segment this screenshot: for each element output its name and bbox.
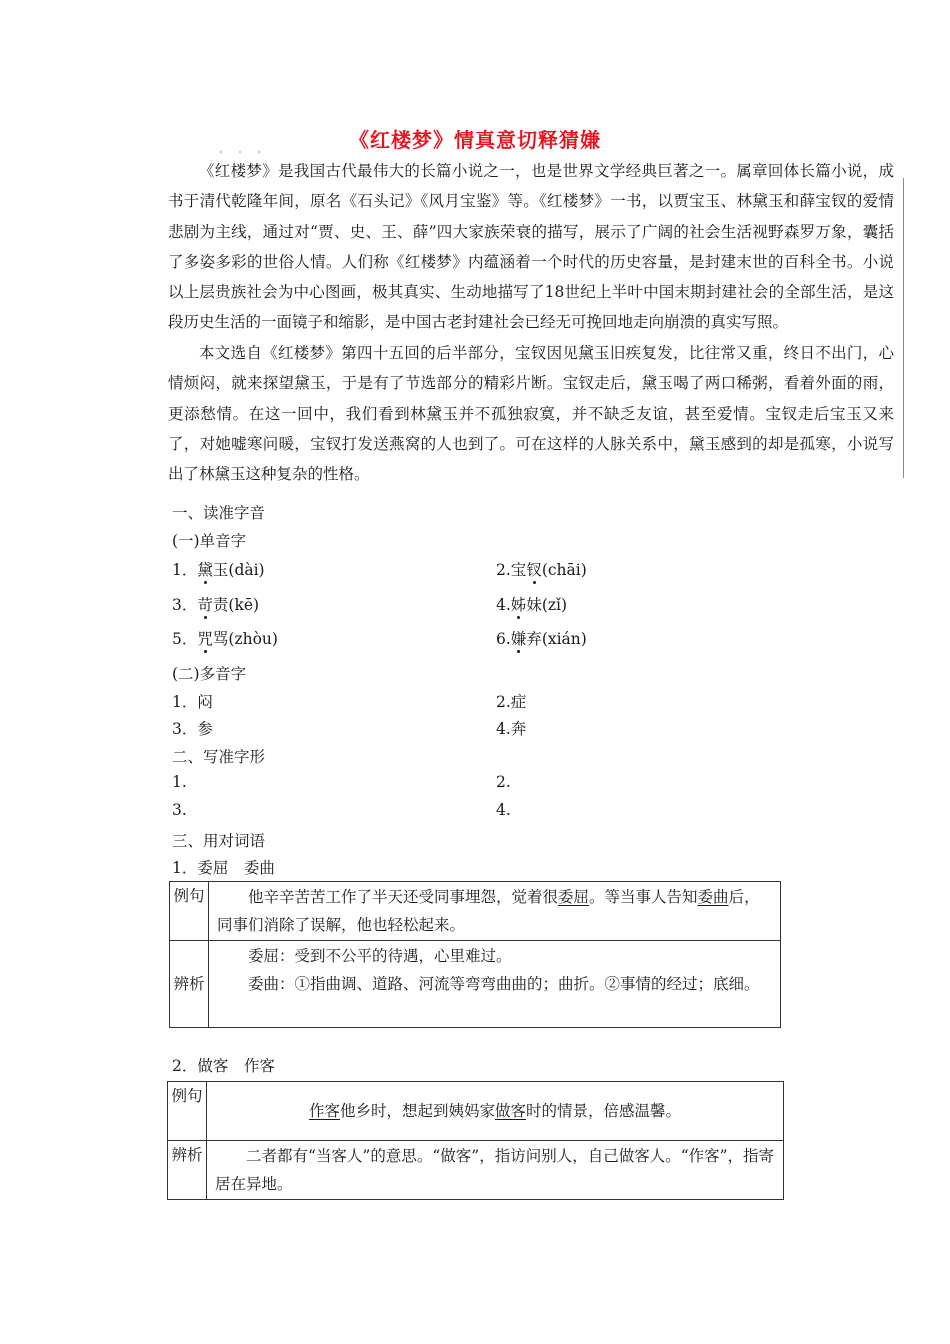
analysis-label: 辨析 (168, 1141, 207, 1200)
polyphone-item: 1．闷 (172, 693, 213, 711)
example-sentence: 作客他乡时，想起到姨妈家做客时的情景，倍感温馨。 (207, 1082, 784, 1141)
analysis-text: 二者都有“当客人”的意思。“做客”，指访问别人，自己做客人。“作客”，指寄居在异地。 (207, 1141, 784, 1200)
word-group-1-table (169, 881, 781, 1028)
pron-item: 4.姊妹(zǐ) (496, 596, 568, 614)
subsection-polyphone: (二)多音字 (172, 665, 247, 683)
glyph-item: 4. (496, 801, 511, 819)
glyph-item: 1. (172, 773, 187, 791)
pron-item: 3．苛责(kē) (172, 596, 260, 614)
intro-paragraph-1: 《红楼梦》是我国古代最伟大的长篇小说之一，也是世界文学经典巨著之一。属章回体长篇小说，成书于清代乾隆年间，原名《石头记》《风月宝鉴》等。《红楼梦》一书，以贾宝玉、林黛玉和薛宝钗的爱情悲剧为主线，通过对“贾、史、王、薛”四大家族荣衰的描写，展示了广阔的社会生活视野森罗万象，囊括了多姿多彩的世俗人情。人们称《红楼梦》内蕴涵着一个时代的历史容量，是封建末世的百科全书。小说以上层贵族社会为中心图画，极其真实、生动地描写了18世纪上半叶中国末期封建社会的全部生活，是这段历史生活的一面镜子和缩影，是中国古老封建社会已经无可挽回地走向崩溃的真实写照。 (168, 162, 894, 332)
analysis-label: 辨析 (170, 941, 209, 1028)
polyphone-item: 3．参 (172, 720, 213, 738)
section-3-heading: 三、用对词语 (172, 832, 266, 850)
example-label: 例句 (168, 1082, 207, 1141)
intro-paragraph-2: 本文选自《红楼梦》第四十五回的后半部分，宝钗因见黛玉旧疾复发，比往常又重，终日不出门，心情烦闷，就来探望黛玉，于是有了节选部分的精彩片断。宝钗走后，黛玉喝了两口稀粥，看着外面的雨，更添愁情。在这一回中，我们看到林黛玉并不孤独寂寞，并不缺乏友谊，甚至爱情。宝钗走后宝玉又来了，对她嘘寒问暖，宝钗打发送燕窝的人也到了。可在这样的人脉关系中，黛玉感到的却是孤寒，小说写出了林黛玉这种复杂的性格。 (168, 344, 894, 484)
subsection-single-tone: (一)单音字 (172, 532, 247, 550)
faint-mark: • • • (218, 148, 268, 159)
pron-item: 1．黛玉(dài) (172, 561, 265, 579)
example-label: 例句 (170, 882, 209, 941)
glyph-item: 3. (172, 801, 187, 819)
glyph-item: 2. (496, 773, 511, 791)
pron-item: 5．咒骂(zhòu) (172, 630, 278, 648)
word-group-2-table (167, 1081, 784, 1200)
section-1-heading: 一、读准字音 (172, 504, 266, 522)
pron-item: 6.嫌弃(xián) (496, 630, 587, 648)
word-group-2-title: 2．做客 作客 (172, 1057, 275, 1075)
page-title: 《红楼梦》情真意切释猜嫌 (349, 128, 601, 152)
word-group-1-title: 1．委屈 委曲 (172, 859, 275, 877)
margin-line (903, 178, 904, 478)
analysis-text: 委屈：受到不公平的待遇，心里难过。 委曲：①指曲调、道路、河流等弯弯曲曲的；曲折。②事情的经过；底细。 (209, 941, 781, 1028)
pron-item: 2.宝钗(chāi) (496, 561, 587, 579)
polyphone-item: 4.奔 (496, 720, 527, 738)
polyphone-item: 2.症 (496, 693, 527, 711)
example-sentence: 他辛辛苦苦工作了半天还受同事埋怨，觉着很委屈。等当事人告知委曲后，同事们消除了误解，他也轻松起来。 (209, 882, 781, 941)
section-2-heading: 二、写准字形 (172, 748, 266, 766)
